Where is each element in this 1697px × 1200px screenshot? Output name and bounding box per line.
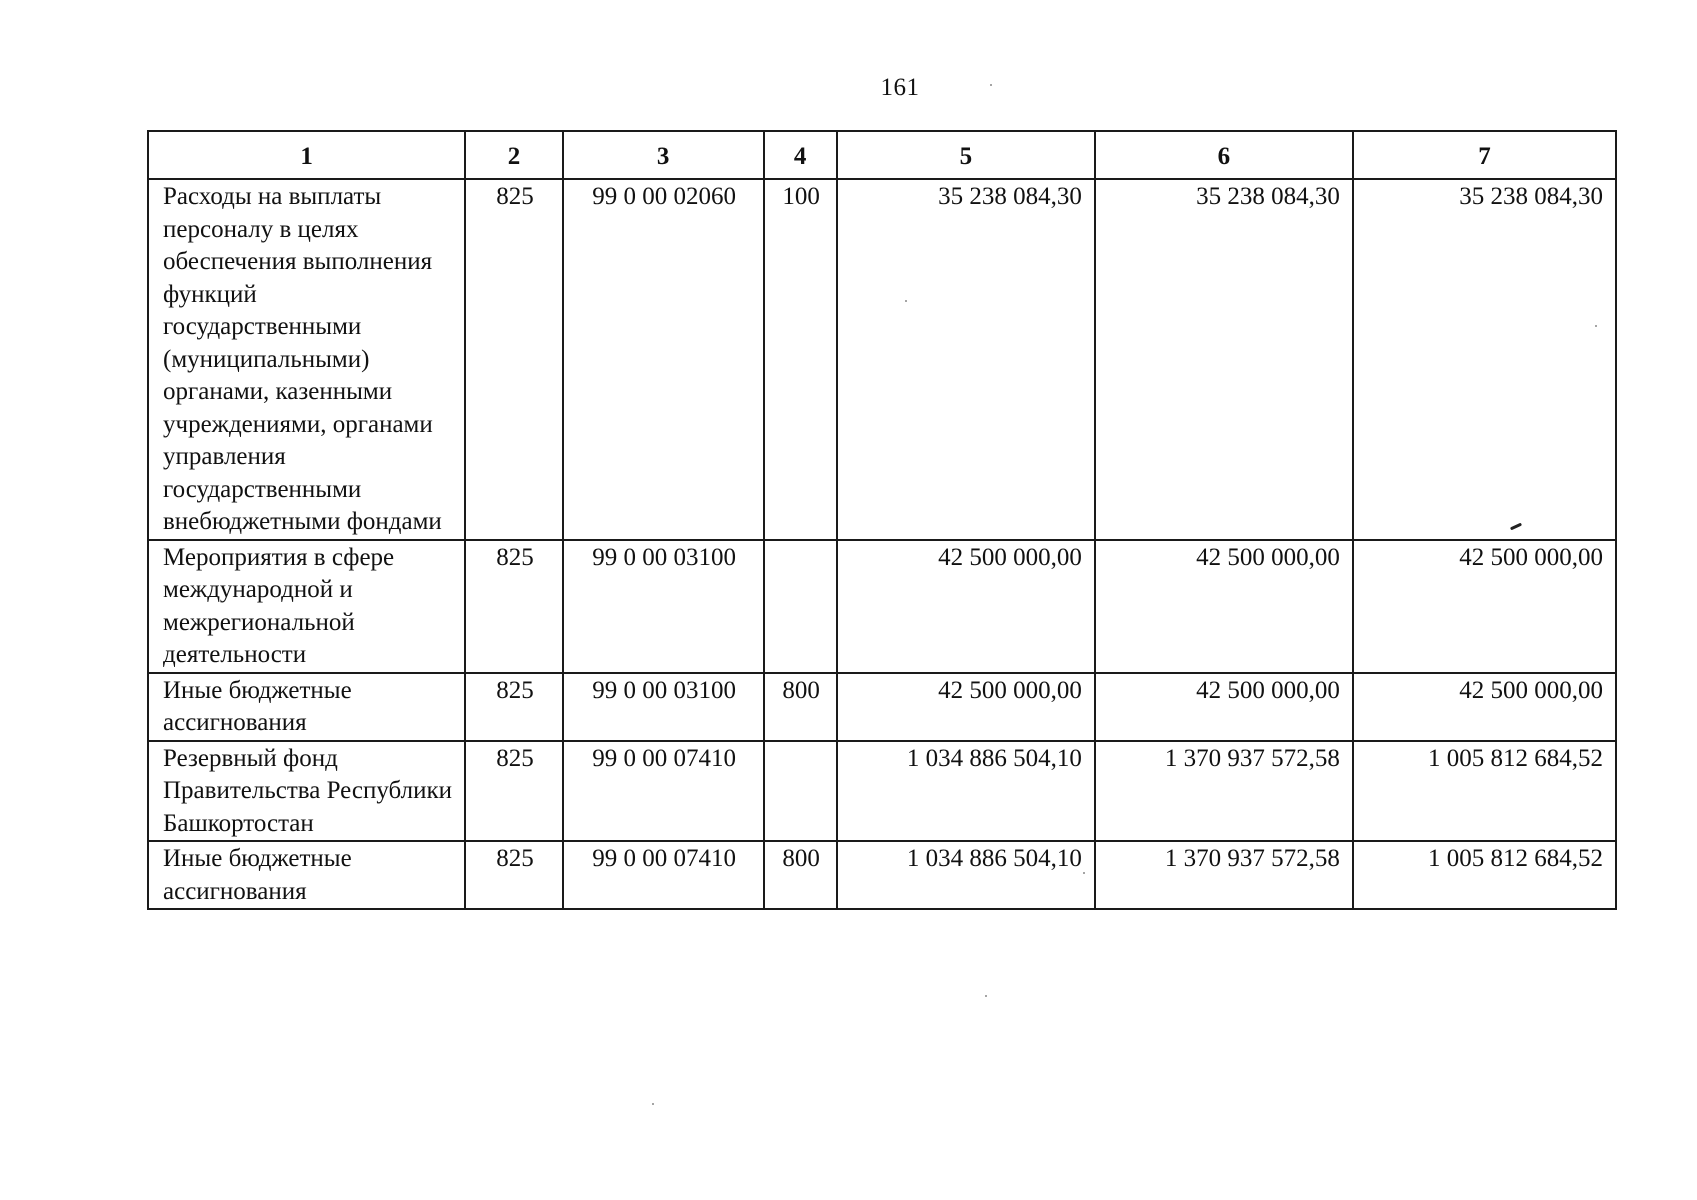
page-number: 161 bbox=[880, 74, 920, 101]
amount-col6-cell: 1 370 937 572,58 bbox=[1095, 741, 1353, 842]
row-name-cell: Расходы на выплаты персоналу в целях обеспечения выполнения функций государственными (муниципальными) органами, казенными учреждениями, органами управления государственными внебюджетными фондами bbox=[148, 179, 465, 540]
amount-col5-cell: 35 238 084,30 bbox=[837, 179, 1095, 540]
expense-type-cell: 800 bbox=[764, 841, 837, 909]
column-header: 4 bbox=[764, 131, 837, 179]
table-header-row bbox=[148, 131, 1616, 179]
amount-col7-cell: 1 005 812 684,52 bbox=[1353, 841, 1616, 909]
column-header: 6 bbox=[1095, 131, 1353, 179]
scan-speck bbox=[1083, 872, 1085, 874]
table-row bbox=[148, 179, 1616, 540]
amount-col7-cell: 42 500 000,00 bbox=[1353, 673, 1616, 741]
amount-col7-cell: 42 500 000,00 bbox=[1353, 540, 1616, 673]
amount-col6-cell: 35 238 084,30 bbox=[1095, 179, 1353, 540]
amount-col6-cell: 1 370 937 572,58 bbox=[1095, 841, 1353, 909]
amount-col7-cell: 35 238 084,30 bbox=[1353, 179, 1616, 540]
amount-col7-cell: 1 005 812 684,52 bbox=[1353, 741, 1616, 842]
table-row bbox=[148, 673, 1616, 741]
row-name-cell: Резервный фонд Правительства Республики Башкортостан bbox=[148, 741, 465, 842]
table-row bbox=[148, 741, 1616, 842]
ved-code-cell: 825 bbox=[465, 673, 562, 741]
target-article-cell: 99 0 00 03100 bbox=[563, 540, 764, 673]
row-name-cell: Мероприятия в сфере международной и межрегиональной деятельности bbox=[148, 540, 465, 673]
expense-type-cell bbox=[764, 540, 837, 673]
amount-col6-cell: 42 500 000,00 bbox=[1095, 673, 1353, 741]
ved-code-cell: 825 bbox=[465, 741, 562, 842]
target-article-cell: 99 0 00 07410 bbox=[563, 841, 764, 909]
row-name-cell: Иные бюджетные ассигнования bbox=[148, 841, 465, 909]
expense-type-cell bbox=[764, 741, 837, 842]
column-header: 1 bbox=[148, 131, 465, 179]
column-header: 7 bbox=[1353, 131, 1616, 179]
scan-speck bbox=[652, 1103, 654, 1105]
row-name-cell: Иные бюджетные ассигнования bbox=[148, 673, 465, 741]
column-header: 3 bbox=[563, 131, 764, 179]
amount-col5-cell: 42 500 000,00 bbox=[837, 540, 1095, 673]
scan-speck bbox=[990, 84, 992, 86]
scan-speck bbox=[1595, 325, 1597, 327]
budget-table bbox=[147, 130, 1617, 910]
ved-code-cell: 825 bbox=[465, 540, 562, 673]
ved-code-cell: 825 bbox=[465, 841, 562, 909]
scan-speck bbox=[985, 995, 987, 997]
column-header: 2 bbox=[465, 131, 562, 179]
expense-type-cell: 800 bbox=[764, 673, 837, 741]
column-header: 5 bbox=[837, 131, 1095, 179]
amount-col6-cell: 42 500 000,00 bbox=[1095, 540, 1353, 673]
target-article-cell: 99 0 00 02060 bbox=[563, 179, 764, 540]
expense-type-cell: 100 bbox=[764, 179, 837, 540]
target-article-cell: 99 0 00 03100 bbox=[563, 673, 764, 741]
amount-col5-cell: 1 034 886 504,10 bbox=[837, 741, 1095, 842]
table-row bbox=[148, 540, 1616, 673]
table-row bbox=[148, 841, 1616, 909]
amount-col5-cell: 1 034 886 504,10 bbox=[837, 841, 1095, 909]
target-article-cell: 99 0 00 07410 bbox=[563, 741, 764, 842]
ved-code-cell: 825 bbox=[465, 179, 562, 540]
amount-col5-cell: 42 500 000,00 bbox=[837, 673, 1095, 741]
scan-speck bbox=[905, 300, 907, 302]
